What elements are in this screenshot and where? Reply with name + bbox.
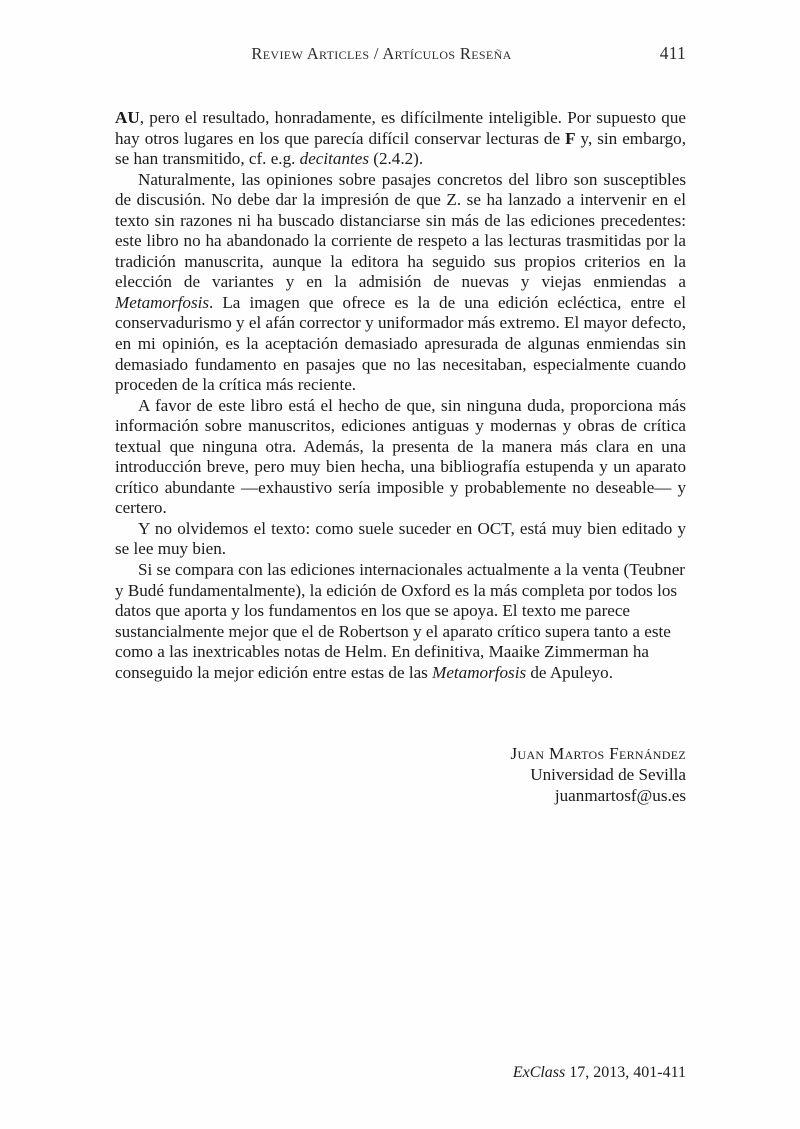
text-run: A favor de este libro está el hecho de que, sin ninguna duda, proporciona más información sobre manuscritos, ediciones antiguas y modernas y obras de crítica textual que ninguna otra. Además, la presenta de la manera más clara en una introducción breve, pero muy bien hecha, una bibliografía estupenda y un aparato crítico abundante —exhaustivo sería imposible y probablemente no deseable— y certero. (115, 395, 686, 518)
journal-name: ExClass (512, 1064, 566, 1081)
text-run: de Apuleyo. (526, 662, 613, 682)
signature-block (115, 743, 686, 806)
text-run: . La imagen que ofrece es la de una edición ecléctica, entre el conservadurismo y el afán corrector y uniformador más extremo. El mayor defecto, en mi opinión, es la aceptación demasiado apresurada de algunas enmiendas sin demasiado fundamento en pasajes que no las necesitaban, especialmente cuando proceden de la crítica más reciente. (115, 292, 686, 395)
running-head (115, 44, 686, 68)
author-affiliation: Universidad de Sevilla (530, 765, 686, 784)
text-run: Si se compara con las ediciones internacionales actualmente a la venta (Teubner y Budé fundamentalmente), la edición de Oxford es la más completa por todos los datos que aporta y los fundamentos en los que se apoya. El texto me parece sustancialmente mejor que el de Robertson y el aparato crítico supera tanto a este como a las inextricables notas de Helm. En definitiva, Maaike Zimmerman ha conseguido la mejor edición entre estas de las (115, 560, 685, 682)
author-email: juanmartosf@us.es (554, 786, 686, 805)
footer-citation (115, 1064, 686, 1082)
italic-text: decitantes (299, 149, 369, 169)
italic-text: Metamorfosis (115, 292, 210, 312)
page-number: 411 (659, 43, 686, 63)
paragraph (115, 560, 686, 683)
bold-text: F (565, 128, 576, 148)
text-run: y, sin embargo, se han transmitido, cf. e.g. (115, 128, 686, 169)
paragraph (115, 170, 686, 396)
body-text-column (115, 108, 686, 683)
paragraph (115, 519, 686, 560)
author-name: Juan Martos Fernández (510, 744, 686, 763)
paragraph (115, 108, 686, 170)
bold-text: AU (115, 108, 140, 127)
text-run: (2.4.2). (368, 149, 424, 169)
paragraph (115, 396, 686, 519)
text-run: , pero el resultado, honradamente, es difícilmente inteligible. Por supuesto que hay otros lugares en los que parecía difícil conservar lecturas de (115, 108, 686, 148)
journal-citation-detail: 17, 2013, 401-411 (565, 1064, 686, 1081)
running-head-title: Review Articles / Artículos Reseña (251, 44, 512, 63)
text-run: Y no olvidemos el texto: como suele suceder en OCT, está muy bien editado y se lee muy bien. (115, 518, 686, 559)
italic-text: Metamorfosis (432, 662, 527, 682)
text-run: Naturalmente, las opiniones sobre pasajes concretos del libro son susceptibles de discusión. No debe dar la impresión de que Z. se ha lanzado a intervenir en el texto sin razones ni ha buscado distanciarse sin más de las ediciones precedentes: este libro no ha abandonado la corriente de respeto a las lecturas trasmitidas por la tradición manuscrita, aunque la editora ha seguido sus propios criterios en la elección de variantes y en la admisión de nuevas y viejas enmiendas a (115, 169, 686, 292)
